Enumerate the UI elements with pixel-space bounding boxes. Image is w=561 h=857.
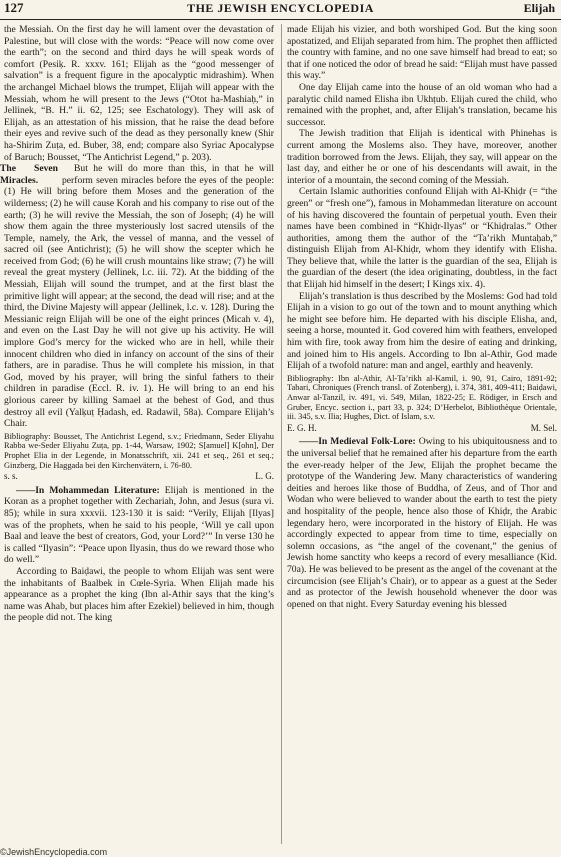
paragraph: Certain Islamic authorities confound Elijah with Al-Khiḍr (= “the green” or “fresh one”), famous in Mohammedan literature on account of his having discovered the fountain of perpetual youth. Even their names have been combined in “Khiḍr-Ilyas” or “Khiḍralas.” Other authorities, among them the author of the “Ta’rikh Muntaḥab,” distinguish Elijah from Al-Khiḍr, whom they identify with Elisha. They believe that, while the latter is the guardian of the sea, Elijah is the guardian of the desert (the idea originating, doubtless, in the fact that Elijah hid himself in the desert; I Kings xix. 4).	[287, 186, 557, 291]
column-divider	[281, 24, 282, 844]
signature	[287, 423, 557, 435]
signature-author: M. Sel.	[530, 422, 557, 433]
paragraph: made Elijah his vizier, and both worshiped God. But the king soon apostatized, and Elijah separated from him. The prophet then afflicted the country with famine, and no one save himself had bread to eat; so that if one noticed the odor of bread he said: “Elijah must have passed this way.”	[287, 24, 557, 82]
paragraph	[0, 163, 274, 430]
section-title-mohammedan: ——In Mohammedan Literature:	[16, 484, 160, 496]
page-header	[0, 0, 561, 20]
signature-initials: s. s.	[4, 471, 18, 482]
running-title: THE JEWISH ENCYCLOPEDIA	[187, 1, 374, 15]
paragraph-text: But he will do more than this, in that he will perform seven miracles before the eyes of the people: (1) He will bring before them Moses and the generation of the wilderness; (2) he will cause Korah and his company to rise out of the earth; (3) he will revive the Messiah, the son of Joseph; (4) he will show them again the three mysteriously lost sacred utensils of the Temple, namely, the Ark, the vessel of manna, and the vessel of sacred oil (see Antichrist); (5) he will show the scepter which he received from God; (6) he will crush mountains like straw; (7) he will reveal the great mystery (Jellinek, l.c. iii. 72). At the bidding of the Messiah, Elijah will sound the trumpet, and at the first blast the primitive light will appear; at the second, the dead will rise; and at the third, the Divine Majesty will appear (Jellinek, l.c. v. 128). During the Messianic reign Elijah will be one of the eight princes (Micah v. 4), and even on the Last Day he will not give up his activity. He will implore God’s mercy for the wicked who are in hell, while their innocent children who died in infancy on account of the sins of their fathers, are in paradise. Thus he will complete his mission, in that God, moved by his prayer, will bring the sinful fathers to their children in paradise (Eccl. R. iv. 1). He will bring to an end his glorious career by killing Samael at the behest of God, and thus destroy all evil (Yalḳuṭ Ḥadash, ed. Radawil, 58a). Compare Elijah’s Chair.	[4, 163, 274, 430]
signature-author: L. G.	[255, 471, 274, 482]
watermark: ©JewishEncyclopedia.com	[0, 847, 108, 857]
paragraph	[4, 485, 274, 566]
signature	[4, 471, 274, 483]
right-column	[287, 24, 557, 610]
bibliography: Bibliography: Bousset, The Antichrist Legend, s.v.; Friedmann, Seder Eliyahu Rabba we-Seder Eliyahu Zuṭa, pp. 1-44, Warsaw, 1902; S[amuel] K[ohn], Der Prophet Elia in der Legende, in Monatsschrift, xii. 241 et seq., 261 et seq.; Ginzberg, Die Haggada bei den Kirchenvätern, i. 76-80.	[4, 431, 274, 470]
sidenote-seven-miracles: The Seven Miracles.	[0, 163, 58, 186]
paragraph-text: Owing to his ubiquitousness and to the universal belief that he remained after his departure from the earth the ever-ready helper of the Jew, Elijah the prophet became the prototype of the Wandering Jew. Many characteristics of wandering deities and heroes like those of Buddha, of Zeus, and of Thor and Wodan who were believed to wander about the earth to test the piety and hospitality of the people, hence also those of Khiḍr, the Arabic legendary hero, were incorporated in the history of Elijah. He was accordingly expected to appear from time to time, especially on solemn occasions, as “the angel of the covenant,” the genius of Jewish home sanctity who keeps a record of every mesalliance (Kid. 70a). He was believed to be present as the angel of the covenant at the circumcision (see Elijah’s Chair), or to appear as a guest at the Seder and as protector of the Jewish household whenever the door was opened on that night. Every Saturday evening his blessed	[287, 436, 557, 610]
headword: Elijah	[523, 1, 555, 15]
paragraph: According to Baiḍawi, the people to whom Elijah was sent were the inhabitants of Baalbek in Cœle-Syria. When Elijah made his appearance as a prophet the king (Ibn al-Athir says that the king’s name was Ahab, but places him after Ezekiel) believed in him, though the people did not. The king	[4, 565, 274, 624]
section-title-folklore: ——In Medieval Folk-Lore:	[299, 436, 416, 448]
paragraph	[287, 436, 557, 610]
page-number: 127	[4, 0, 24, 15]
left-column	[0, 24, 275, 624]
header-rule	[0, 19, 561, 20]
paragraph-text: Elijah is mentioned in the Koran as a prophet together with Zechariah, John, and Jesus (sura vi. 85); while in sura xxxvii. 123-130 it is said: “Verily, Elijah [Ilyas] was of the prophets, when he said to his people, ‘Will ye call upon Baal and leave the best of creators, God, your Lord?’” In verse 130 he is called “Ilyasin”: “Peace upon Ilyasin, thus do we reward those who do well.”	[4, 484, 275, 566]
paragraph: Elijah’s translation is thus described by the Moslems: God had told Elijah in a vision to go out of the town and to mount anything which he might see before him. He departed with his disciple Elisha, and, seeing a horse, mounted it. God covered him with feathers, enveloped him with fire, took away from him the desire of eating and drinking, and joined him to His angels. According to Ibn al-Athir, God made Elijah of a twofold nature: man and angel, earthly and heavenly.	[287, 290, 557, 372]
bibliography: Bibliography: Ibn al-Athir, Al-Ta’rikh al-Kamil, i. 90, 91, Cairo, 1891-92; Tabari, Chroniques (French transl. of Zotenberg), i. 374, 381, 409-411; Baiḍawi, Anwar al-Tanzil, iv. 491, vi. 549, Milan, 1822-25; E. Rödiger, in Ersch and Gruber, Encyc. section i., part 33, p. 324; D’Herbelot, Bibliothèque Orientale, iii. 345, s.v. Ilia; Hughes, Dict. of Islam, s.v.	[287, 373, 557, 422]
paragraph: the Messiah. On the first day he will lament over the devastation of Palestine, but will close with the words: “Peace will now come over the earth”; on the second and third days he will speak words of comfort (Pesiḳ. R. xxxv. 161; Elijah as the “good messenger of salvation” is a frequent figure in the apocalyptic midrashim). When the archangel Michael blows the trumpet, Elijah will appear with the Messiah, whom he will present to the Jews (“Otot ha-Mashiaḥ,” in Jellinek, “B. H.” ii. 62, 125; see Eschatology). They will ask of Elijah, as an attestation of his mission, that he raise the dead before their eyes and revive such of the dead as they personally knew (Shir ha-Shirim Zuṭa, ed. Buber, 38, end; compare also Syriac Apocalypse of Baruch; Bousset, “The Antichrist Legend,” p. 203).	[4, 24, 274, 163]
signature-initials: E. G. H.	[287, 422, 317, 433]
paragraph: The Jewish tradition that Elijah is identical with Phinehas is current among the Moslems also. They have, moreover, another tradition borrowed from the Jews. Elijah, they say, will appear on the last day, and either he or one of his descendants will await, in the interior of a mountain, the second coming of the Messiah.	[287, 128, 557, 186]
paragraph: One day Elijah came into the house of an old woman who had a paralytic child named Elisha ibn Ukhṭub. Elijah cured the child, who remained with the prophet, and, after Elijah’s translation, became his successor.	[287, 81, 557, 128]
